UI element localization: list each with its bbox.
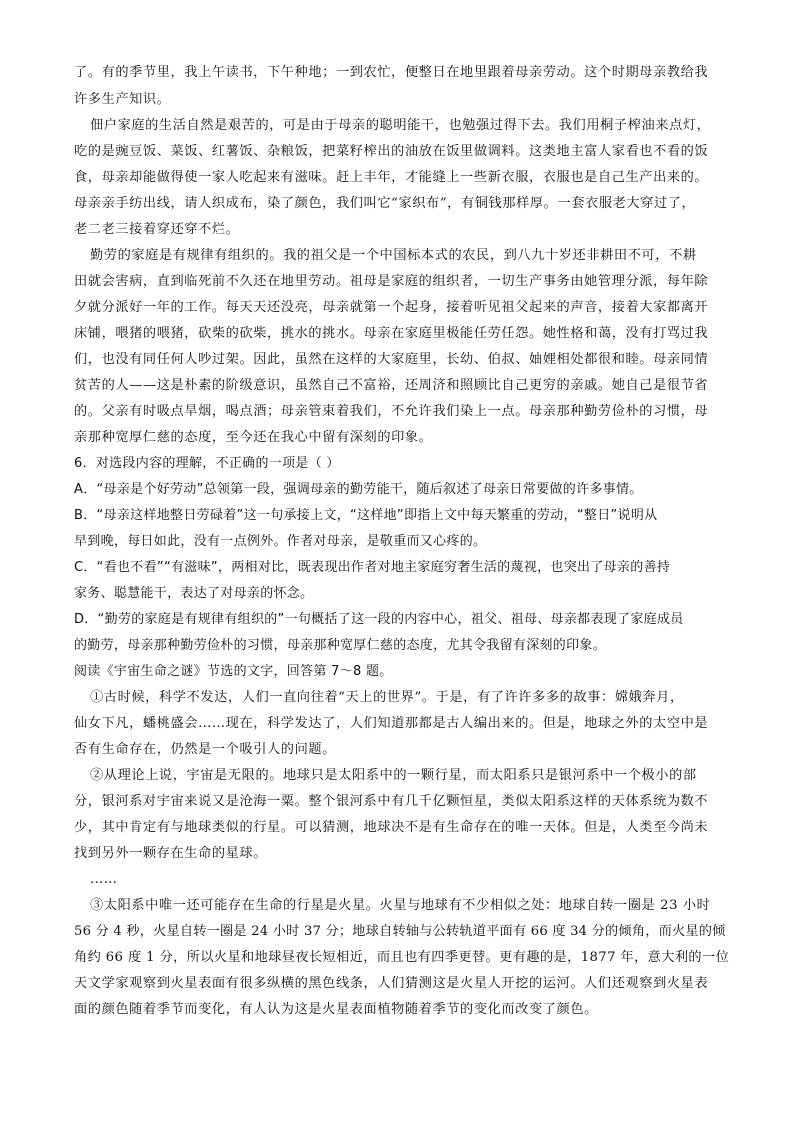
passage-line: 贫苦的人——这是朴素的阶级意识，虽然自己不富裕，还周济和照顾比自己更穷的亲戚。她自己是很节省	[74, 378, 709, 393]
option-d-cont: 的勤劳，母亲那种勤劳俭朴的习惯，母亲那种宽厚仁慈的态度，尤其令我留有深刻的印象。	[74, 638, 607, 653]
passage-line: 们，也没有同任何人吵过架。因此，虽然在这样的大家庭里，长幼、伯叔、妯娌相处都很和睦。母亲同情	[74, 352, 709, 367]
reading-intro: 阅读《宇宙生命之谜》节选的文字，回答第 7～8 题。	[74, 664, 393, 679]
passage-line: 勤劳的家庭是有规律有组织的。我的祖父是一个中国标本式的农民，到八九十岁还非耕田不可，不耕	[90, 248, 697, 263]
passage-line: 许多生产知识。	[74, 92, 171, 107]
passage-line: 了。有的季节里，我上午读书，下午种地；一到农忙，便整日在地里跟着母亲劳动。这个时期母亲教给我	[74, 65, 709, 80]
passage-line: 否有生命存在，仍然是一个吸引人的问题。	[74, 742, 336, 757]
option-a: A．“母亲是个好劳动”总领第一段，强调母亲的勤劳能干，随后叙述了母亲日常要做的许多事情。	[74, 482, 643, 497]
passage-line: 角约 66 度 1 分，所以火星和地球昼夜长短相近，而且也有四季更替。更有趣的是，1877 年，意大利的一位	[74, 950, 730, 965]
passage-line: 食，母亲却能做得使一家人吃起来有滋味。赶上丰年，才能缝上一些新衣服，衣服也是自己生产出来的。	[74, 170, 709, 185]
passage-line: 的。父亲有时吸点旱烟，喝点酒；母亲管束着我们，不允许我们染上一点。母亲那种勤劳俭朴的习惯，母	[74, 404, 709, 419]
passage-line: 56 分 4 秒，火星自转一圈是 24 小时 37 分；地球自转轴与公转轨道平面有 66 度 34 分的倾角，而火星的倾	[74, 924, 726, 939]
passage-line: 田就会害病，直到临死前不久还在地里劳动。祖母是家庭的组织者，一切生产事务由她管理分派，每年除	[74, 274, 709, 289]
passage-line: 仙女下凡，蟠桃盛会……现在，科学发达了，人们知道那都是古人编出来的。但是，地球之外的太空中是	[74, 716, 709, 731]
option-b-cont: 早到晚，每日如此，没有一点例外。作者对母亲，是敬重而又心疼的。	[74, 534, 487, 549]
passage-line: 佃户家庭的生活自然是艰苦的，可是由于母亲的聪明能干，也勉强过得下去。我们用桐子榨油来点灯，	[90, 118, 711, 133]
passage-line: 吃的是豌豆饭、菜饭、红薯饭、杂粮饭，把菜籽榨出的油放在饭里做调料。这类地主富人家看也不看的饭	[74, 144, 709, 159]
passage-line: 床铺，喂猪的喂猪，砍柴的砍柴，挑水的挑水。母亲在家庭里极能任劳任怨。她性格和蔼，没有打骂过我	[74, 326, 709, 341]
passage-line: 亲那种宽厚仁慈的态度，至今还在我心中留有深刻的印象。	[74, 430, 433, 445]
option-c: C．“看也不看”“有滋味”，两相对比，既表现出作者对地主家庭穷奢生活的蔑视，也突出了母亲的善持	[74, 560, 671, 575]
passage-line: 面的颜色随着季节而变化，有人认为这是火星表面植物随着季节的变化而改变了颜色。	[74, 1002, 598, 1017]
passage-line: 天文学家观察到火星表面有很多纵横的黑色线条，人们猜测这是火星人开挖的运河。人们还观察到火星表	[74, 976, 709, 991]
option-b: B．“母亲这样地整日劳碌着”这一句承接上文，“这样地”即指上文中每天繁重的劳动，“整日”说明从	[74, 508, 658, 523]
option-c-cont: 家务、聪慧能干，表达了对母亲的怀念。	[74, 586, 314, 601]
passage-line: 分，银河系对宇宙来说又是沧海一粟。整个银河系中有几千亿颗恒星，类似太阳系这样的天体系统为数不	[74, 794, 709, 809]
passage-line: ②从理论上说，宇宙是无限的。地球只是太阳系中的一颗行星，而太阳系只是银河系中一个极小的部	[90, 768, 697, 783]
passage-line: 老二老三接着穿还穿不烂。	[74, 222, 240, 237]
passage-line: 夕就分派好一年的工作。每天天还没亮，母亲就第一个起身，接着听见祖父起来的声音，接着大家都离开	[74, 300, 709, 315]
ellipsis: ……	[90, 872, 118, 887]
passage-line: 母亲亲手纺出线，请人织成布，染了颜色，我们叫它“家织布”，有铜钱那样厚。一套衣服老大穿过了，	[74, 196, 696, 211]
passage-line: 少，其中肯定有与地球类似的行星。可以猜测，地球决不是有生命存在的唯一天体。但是，人类至今尚未	[74, 820, 709, 835]
question-stem: 6．对选段内容的理解，不正确的一项是（ ）	[74, 456, 340, 471]
passage-line: ③太阳系中唯一还可能存在生命的行星是火星。火星与地球有不少相似之处：地球自转一圈是 23 小时	[90, 898, 711, 913]
passage-line: ①古时候，科学不发达，人们一直向往着“天上的世界”。于是，有了许许多多的故事：嫦娥奔月，	[90, 690, 684, 705]
option-d: D．“勤劳的家庭是有规律有组织的”一句概括了这一段的内容中心，祖父、祖母、母亲都表现了家庭成员	[74, 612, 684, 627]
passage-line: 找到另外一颗存在生命的星球。	[74, 846, 268, 861]
